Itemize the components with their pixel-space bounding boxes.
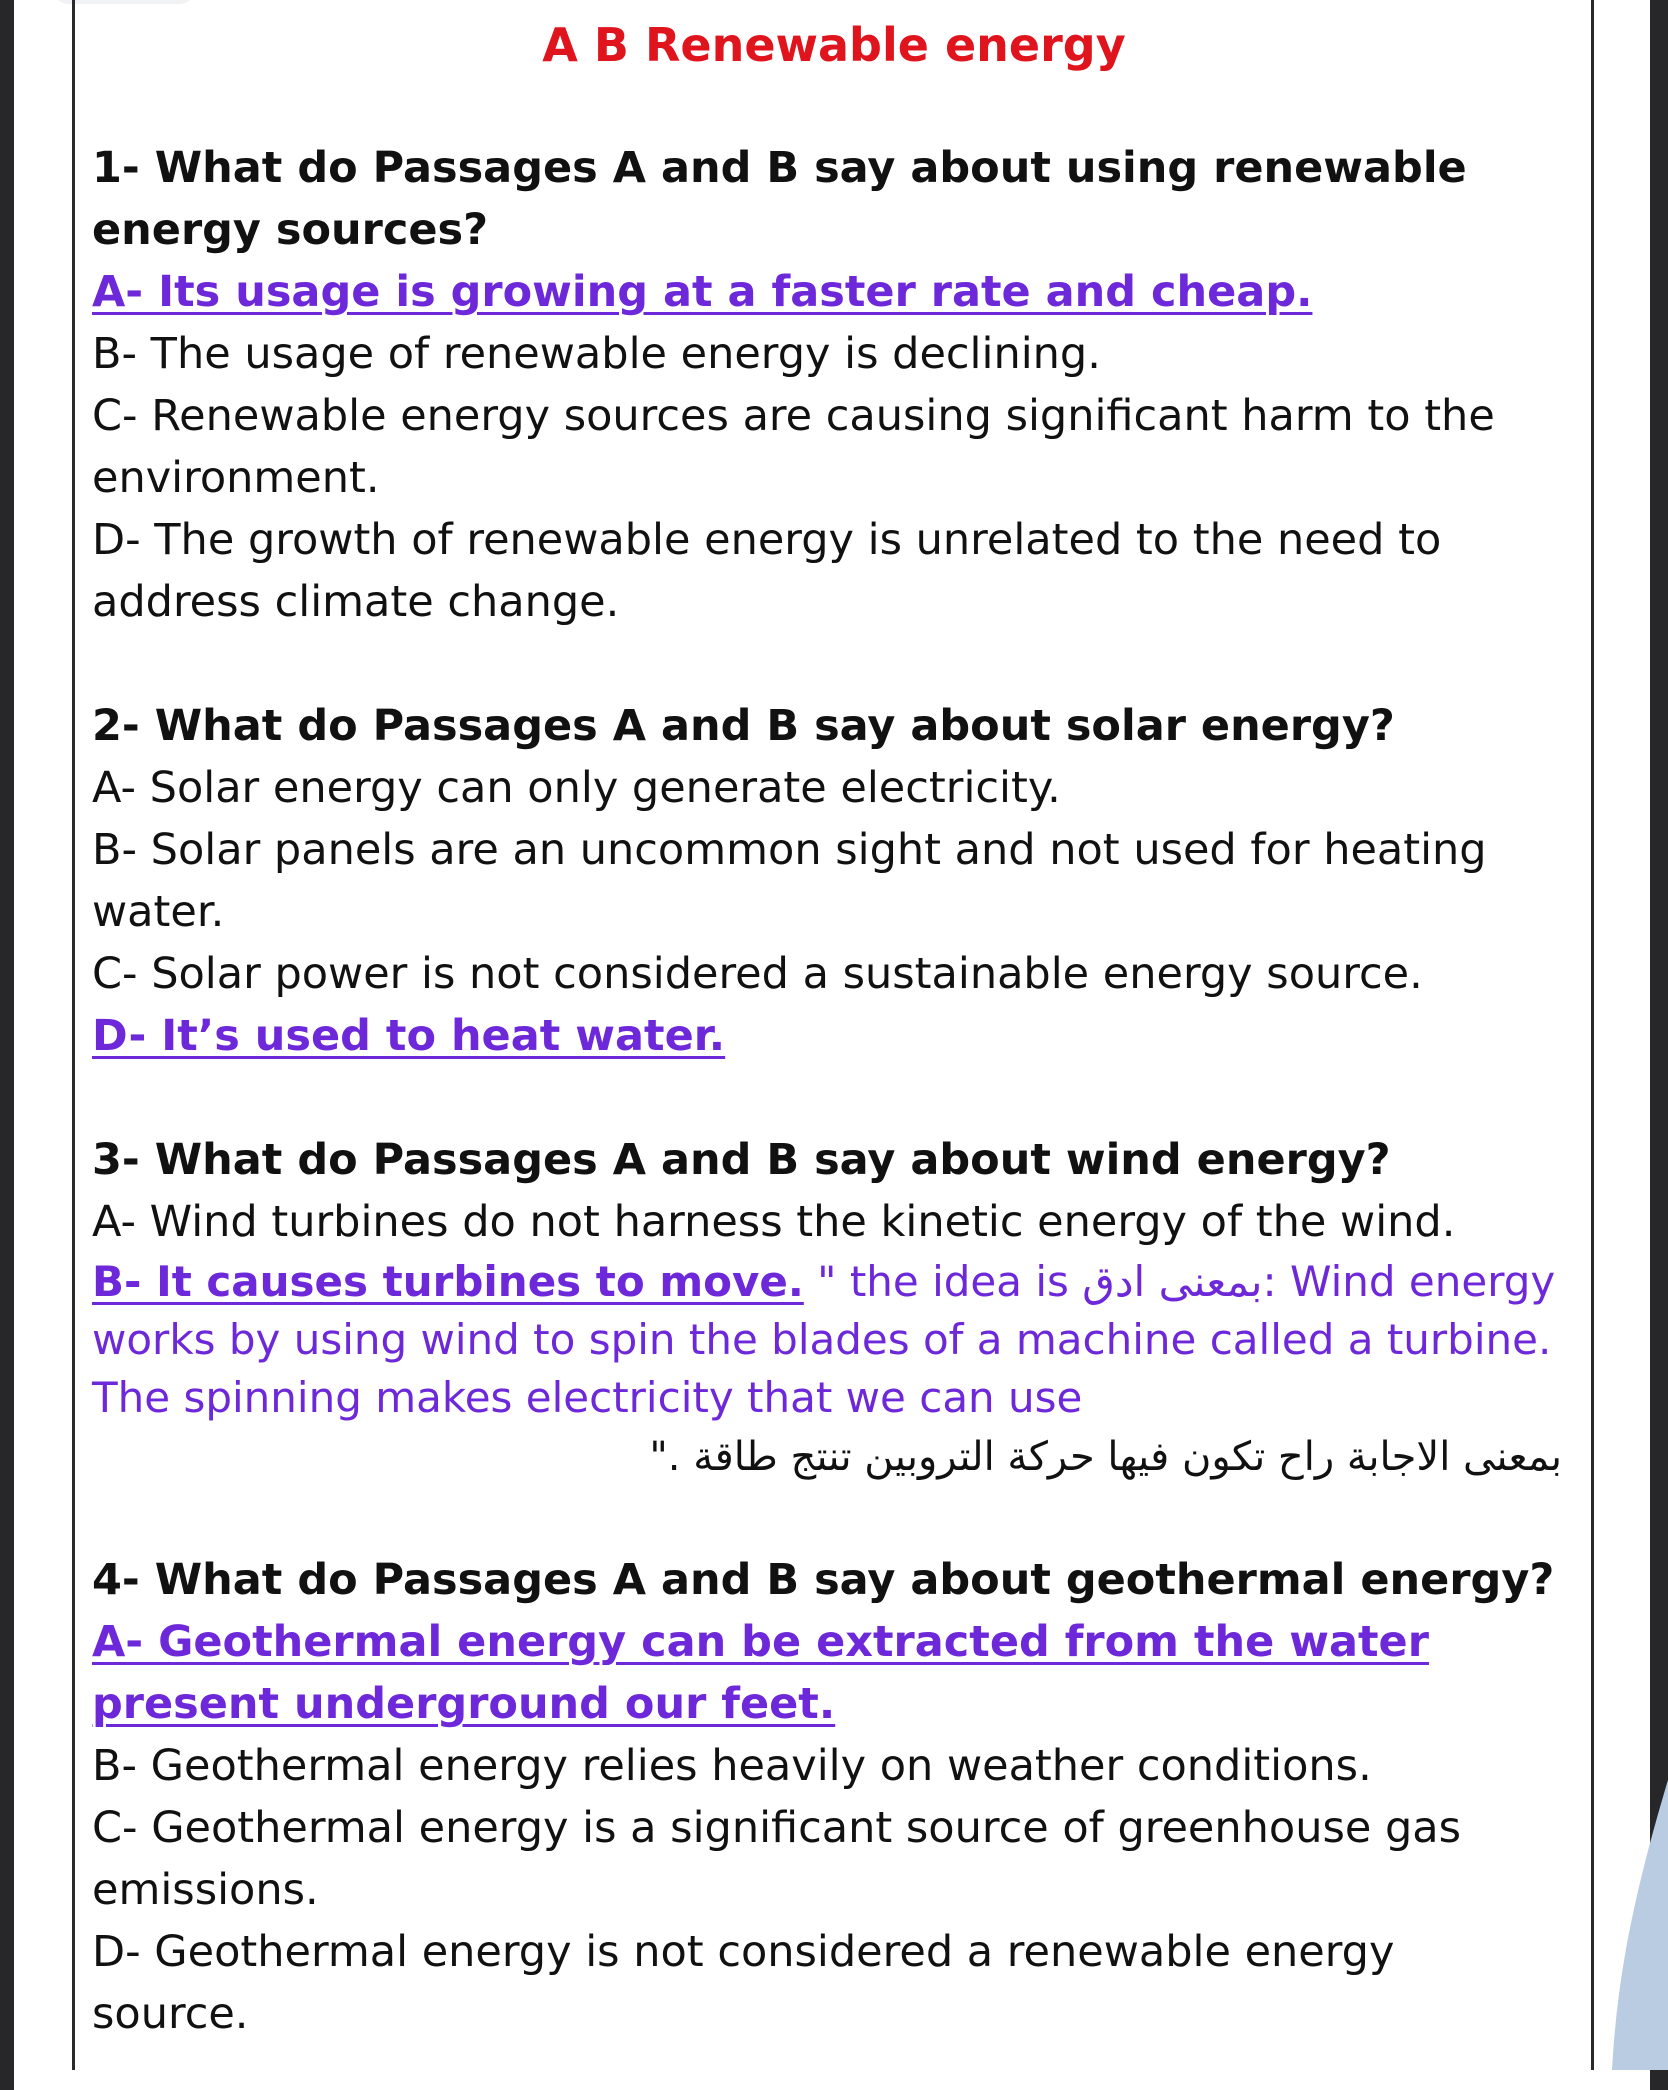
answer-option: B- The usage of renewable energy is declining. xyxy=(92,329,1101,379)
question-block-1 xyxy=(92,137,1562,633)
question-block-4 xyxy=(92,1549,1562,2045)
answer-explanation xyxy=(92,1253,1562,1427)
frame-border-right xyxy=(1591,0,1594,2070)
frame-border-left xyxy=(72,0,75,2070)
answer-option: A- Solar energy can only generate electricity. xyxy=(92,763,1061,813)
question-text: 4- What do Passages A and B say about geothermal energy? xyxy=(92,1555,1555,1605)
answer-option: B- Geothermal energy relies heavily on weather conditions. xyxy=(92,1741,1372,1791)
answer-option: B- Solar panels are an uncommon sight and not used for heating water. xyxy=(92,825,1487,937)
answer-option: C- Geothermal energy is a significant source of greenhouse gas emissions. xyxy=(92,1803,1462,1915)
answer-option: C- Solar power is not considered a sustainable energy source. xyxy=(92,949,1423,999)
page-indicator-chip xyxy=(54,0,194,4)
question-text: 3- What do Passages A and B say about wind energy? xyxy=(92,1135,1391,1185)
answer-option-correct: A- Its usage is growing at a faster rate and cheap. xyxy=(92,267,1313,317)
answer-option: D- Geothermal energy is not considered a renewable energy source. xyxy=(92,1927,1395,2039)
decorative-curve-shape xyxy=(1592,1780,1668,2070)
page-title: A B Renewable energy xyxy=(542,18,1126,72)
answer-option: A- Wind turbines do not harness the kinetic energy of the wind. xyxy=(92,1197,1456,1247)
question-block-3 xyxy=(92,1129,1562,1487)
answer-option-correct: A- Geothermal energy can be extracted from the water present underground our feet. xyxy=(92,1617,1429,1729)
question-text: 1- What do Passages A and B say about using renewable energy sources? xyxy=(92,143,1467,255)
question-text: 2- What do Passages A and B say about solar energy? xyxy=(92,701,1395,751)
answer-option-correct: B- It causes turbines to move. xyxy=(92,1257,804,1306)
answer-option-correct: D- It’s used to heat water. xyxy=(92,1011,726,1061)
explanation-note: " the idea is بمعنى ادق: Wind energy works by using wind to spin the blades of a machine called a turbine. The spinning makes electricity that we can use xyxy=(92,1257,1556,1422)
question-list xyxy=(92,137,1562,2045)
question-block-2 xyxy=(92,695,1562,1067)
explanation-note-arabic: بمعنى الاجابة راح تكون فيها حركة التروبين تنتج طاقة ." xyxy=(649,1434,1562,1480)
answer-option: D- The growth of renewable energy is unrelated to the need to address climate change. xyxy=(92,515,1442,627)
answer-option: C- Renewable energy sources are causing significant harm to the environment. xyxy=(92,391,1495,503)
